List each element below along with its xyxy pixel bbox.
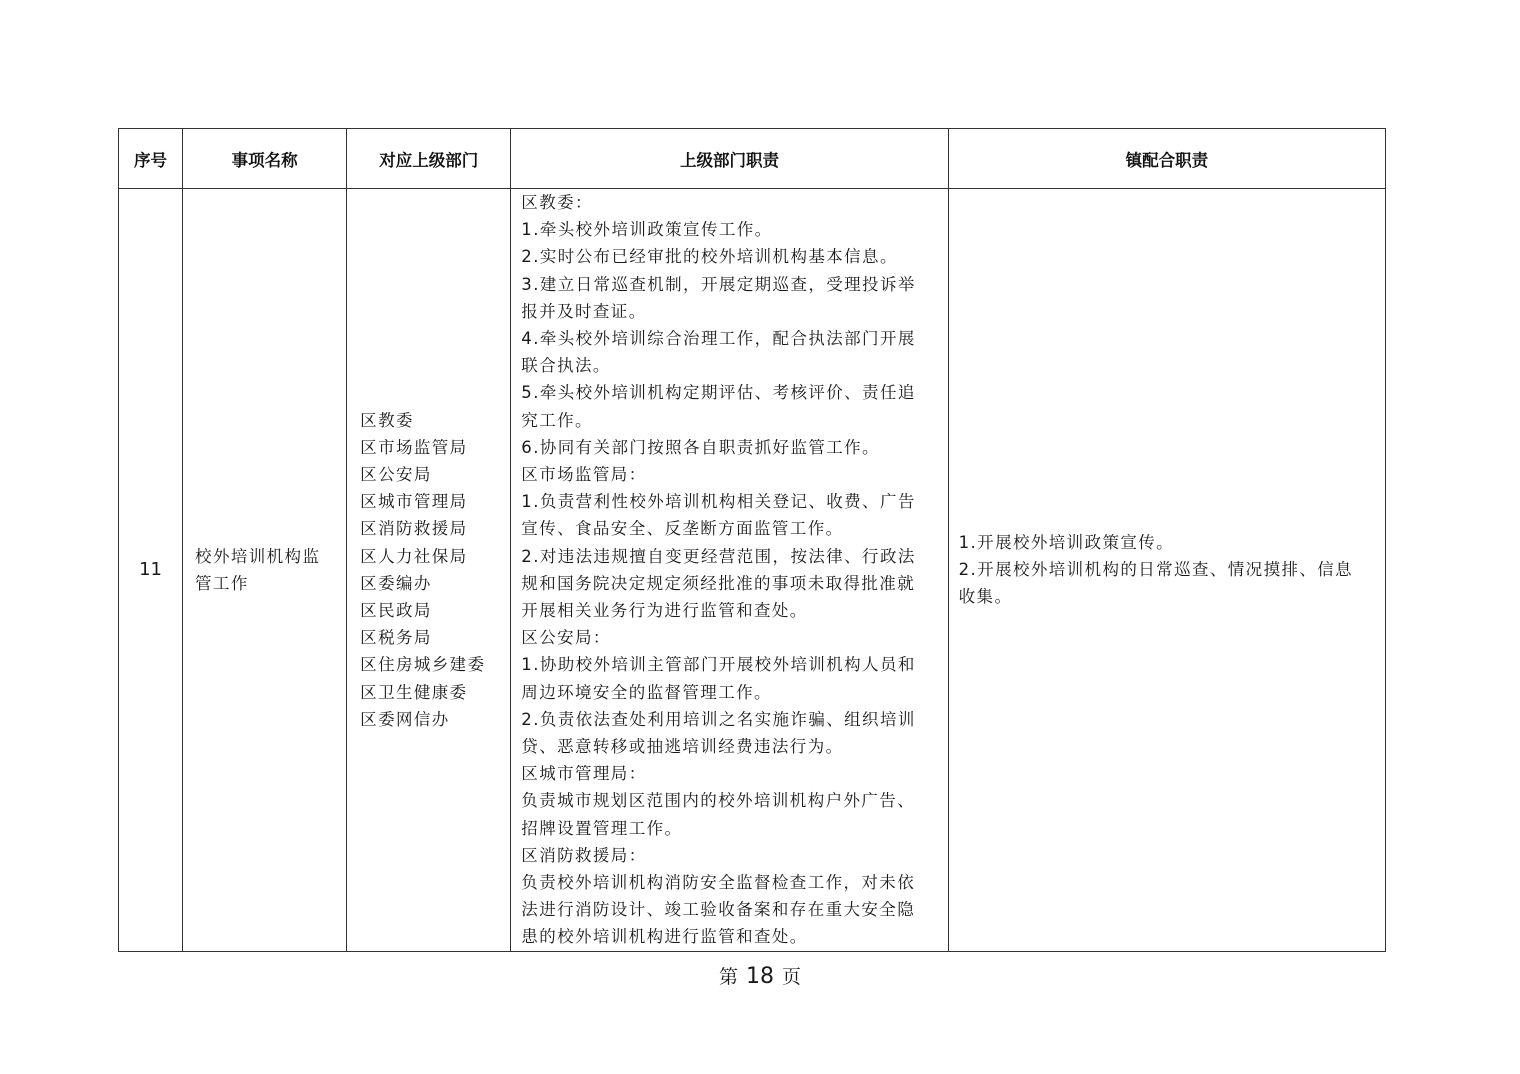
department-item: 区市场监管局 bbox=[360, 437, 468, 457]
duty-line: 区公安局： bbox=[521, 628, 611, 648]
duty-line: 1.协助校外培训主管部门开展校外培训机构人员和 bbox=[521, 655, 916, 675]
item-name-line: 校外培训机构监 bbox=[195, 546, 321, 566]
duty-line: 患的校外培训机构进行监管和查处。 bbox=[521, 927, 808, 947]
department-item: 区城市管理局 bbox=[360, 492, 468, 512]
department-item: 区卫生健康委 bbox=[360, 682, 468, 702]
duty-line: 区市场监管局： bbox=[521, 465, 647, 485]
duty-line: 6.协同有关部门按照各自职责抓好监管工作。 bbox=[521, 437, 880, 457]
duty-line: 区教委： bbox=[521, 193, 593, 212]
row-town-duties bbox=[948, 189, 1385, 952]
duty-line: 1.牵头校外培训政策宣传工作。 bbox=[521, 220, 773, 240]
duty-line: 究工作。 bbox=[521, 410, 593, 430]
duty-line: 报并及时查证。 bbox=[521, 301, 647, 321]
table-header-row bbox=[119, 129, 1386, 189]
duty-line: 法进行消防设计、竣工验收备案和存在重大安全隐 bbox=[521, 900, 916, 920]
duty-line: 联合执法。 bbox=[521, 356, 611, 376]
town-duty-line: 1.开展校外培训政策宣传。 bbox=[958, 533, 1175, 553]
department-item: 区教委 bbox=[360, 410, 414, 430]
duty-line: 周边环境安全的监督管理工作。 bbox=[521, 682, 772, 702]
department-item: 区税务局 bbox=[360, 628, 432, 648]
row-item-name bbox=[183, 189, 347, 952]
duty-line: 负责校外培训机构消防安全监督检查工作，对未依 bbox=[521, 873, 916, 893]
town-duty-line: 收集。 bbox=[958, 587, 1013, 607]
department-item: 区人力社保局 bbox=[360, 546, 468, 566]
row-number: 11 bbox=[119, 189, 183, 952]
department-item: 区民政局 bbox=[360, 601, 432, 621]
header-superior-department: 对应上级部门 bbox=[347, 129, 511, 189]
header-town-duties: 镇配合职责 bbox=[948, 129, 1385, 189]
department-item: 区公安局 bbox=[360, 465, 432, 485]
department-item: 区委网信办 bbox=[360, 709, 450, 729]
duty-line: 4.牵头校外培训综合治理工作，配合执法部门开展 bbox=[521, 329, 916, 349]
duty-line: 2.实时公布已经审批的校外培训机构基本信息。 bbox=[521, 247, 898, 267]
page-number: 18 bbox=[746, 964, 774, 989]
page-suffix: 页 bbox=[782, 966, 802, 988]
item-name-line: 管工作 bbox=[195, 573, 249, 593]
town-duty-line: 2.开展校外培训机构的日常巡查、情况摸排、信息 bbox=[958, 560, 1354, 580]
department-item: 区委编办 bbox=[360, 573, 432, 593]
page-footer bbox=[0, 962, 1520, 989]
row-departments bbox=[347, 189, 511, 952]
duty-line: 开展相关业务行为进行监管和查处。 bbox=[521, 601, 808, 621]
duty-line: 区城市管理局： bbox=[521, 764, 647, 784]
duty-line: 区消防救援局： bbox=[521, 845, 647, 865]
duty-line: 宣传、食品安全、反垄断方面监管工作。 bbox=[521, 519, 844, 539]
duty-line: 3.建立日常巡查机制，开展定期巡查，受理投诉举 bbox=[521, 274, 916, 294]
table-row bbox=[119, 189, 1386, 952]
duty-line: 招牌设置管理工作。 bbox=[521, 818, 683, 838]
duty-line: 5.牵头校外培训机构定期评估、考核评价、责任追 bbox=[521, 383, 916, 403]
department-item: 区住房城乡建委 bbox=[360, 655, 486, 675]
duty-line: 2.负责依法查处利用培训之名实施诈骗、组织培训 bbox=[521, 709, 916, 729]
responsibility-table bbox=[118, 128, 1386, 952]
row-superior-duties bbox=[511, 189, 948, 952]
duty-line: 1.负责营利性校外培训机构相关登记、收费、广告 bbox=[521, 492, 916, 512]
department-item: 区消防救援局 bbox=[360, 519, 468, 539]
duty-line: 贷、恶意转移或抽逃培训经费违法行为。 bbox=[521, 737, 844, 757]
header-number: 序号 bbox=[119, 129, 183, 189]
header-superior-duties: 上级部门职责 bbox=[511, 129, 948, 189]
duty-line: 负责城市规划区范围内的校外培训机构户外广告、 bbox=[521, 791, 916, 811]
duty-line: 规和国务院决定规定须经批准的事项未取得批准就 bbox=[521, 573, 916, 593]
duty-line: 2.对违法违规擅自变更经营范围，按法律、行政法 bbox=[521, 546, 916, 566]
header-item-name: 事项名称 bbox=[183, 129, 347, 189]
page-prefix: 第 bbox=[718, 966, 738, 988]
